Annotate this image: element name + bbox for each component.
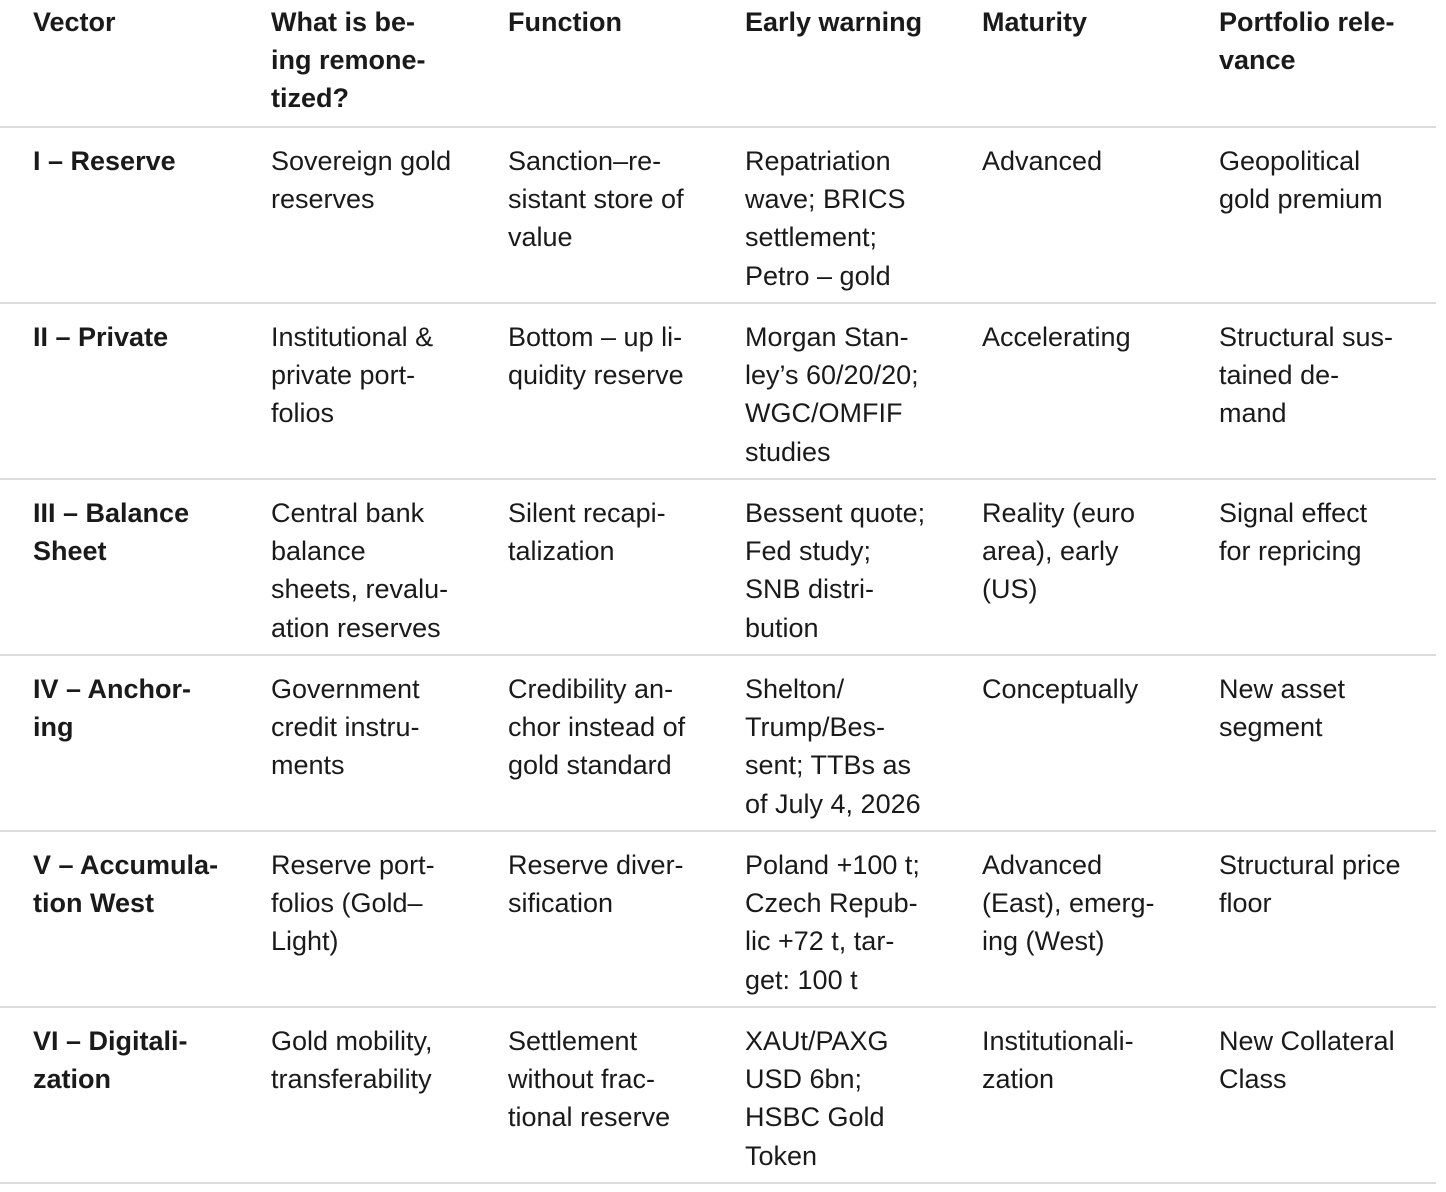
table-row bbox=[0, 128, 1436, 304]
cell-relevance: New asset segment bbox=[1219, 674, 1346, 743]
header-what-remonetized: What is be- ing remone- tized? bbox=[271, 7, 426, 114]
cell-what: Sovereign gold reserves bbox=[271, 146, 452, 215]
cell-relevance: Structural sus- tained de- mand bbox=[1219, 322, 1394, 429]
cell-function: Sanction–re- sistant store of value bbox=[508, 146, 684, 253]
cell-vector: I – Reserve bbox=[33, 146, 176, 176]
cell-what: Reserve port- folios (Gold– Light) bbox=[271, 850, 435, 957]
cell-maturity: Reality (euro area), early (US) bbox=[982, 498, 1136, 605]
cell-maturity: Advanced bbox=[982, 146, 1103, 176]
cell-vector: IV – Anchor- ing bbox=[33, 674, 192, 743]
cell-function: Credibility an- chor instead of gold standard bbox=[508, 674, 686, 781]
cell-vector: III – Balance Sheet bbox=[33, 498, 190, 567]
cell-what: Central bank balance sheets, revalu- ation reserves bbox=[271, 498, 449, 643]
header-early-warning: Early warning bbox=[745, 7, 923, 37]
table-row bbox=[0, 656, 1436, 832]
cell-relevance: Geopolitical gold premium bbox=[1219, 146, 1383, 215]
cell-warning: Shelton/ Trump/Bes- sent; TTBs as of July 4, 2026 bbox=[745, 674, 921, 819]
table-row bbox=[0, 304, 1436, 480]
cell-what: Institutional & private port- folios bbox=[271, 322, 434, 429]
table-header-row bbox=[0, 0, 1436, 128]
cell-function: Reserve diver- sification bbox=[508, 850, 684, 919]
cell-maturity: Accelerating bbox=[982, 322, 1131, 352]
cell-warning: Bessent quote; Fed study; SNB distri- bution bbox=[745, 498, 926, 643]
header-portfolio-relevance: Portfolio rele- vance bbox=[1219, 7, 1395, 76]
cell-warning: Morgan Stan- ley’s 60/20/20; WGC/OMFIF studies bbox=[745, 322, 919, 467]
cell-warning: Poland +100 t; Czech Repub- lic +72 t, tar- get: 100 t bbox=[745, 850, 920, 995]
cell-vector: V – Accumula- tion West bbox=[33, 850, 219, 919]
header-function: Function bbox=[508, 7, 622, 37]
cell-what: Government credit instru- ments bbox=[271, 674, 420, 781]
header-maturity: Maturity bbox=[982, 7, 1088, 37]
cell-what: Gold mobility, transferability bbox=[271, 1026, 433, 1095]
cell-warning: Repatriation wave; BRICS settlement; Petro – gold bbox=[745, 146, 906, 291]
cell-warning: XAUt/PAXG USD 6bn; HSBC Gold Token bbox=[745, 1026, 889, 1171]
table-row bbox=[0, 832, 1436, 1008]
table-row bbox=[0, 480, 1436, 656]
table-row bbox=[0, 1008, 1436, 1184]
cell-relevance: Structural price floor bbox=[1219, 850, 1401, 919]
cell-function: Bottom – up li- quidity reserve bbox=[508, 322, 684, 391]
cell-maturity: Institutionali- zation bbox=[982, 1026, 1134, 1095]
cell-function: Settlement without frac- tional reserve bbox=[508, 1026, 671, 1133]
cell-vector: II – Private bbox=[33, 322, 169, 352]
cell-function: Silent recapi- talization bbox=[508, 498, 666, 567]
header-vector: Vector bbox=[33, 7, 116, 37]
cell-relevance: Signal effect for repricing bbox=[1219, 498, 1368, 567]
cell-relevance: New Collateral Class bbox=[1219, 1026, 1395, 1095]
cell-maturity: Advanced (East), emerg- ing (West) bbox=[982, 850, 1155, 957]
cell-vector: VI – Digitali- zation bbox=[33, 1026, 188, 1095]
cell-maturity: Conceptually bbox=[982, 674, 1139, 704]
